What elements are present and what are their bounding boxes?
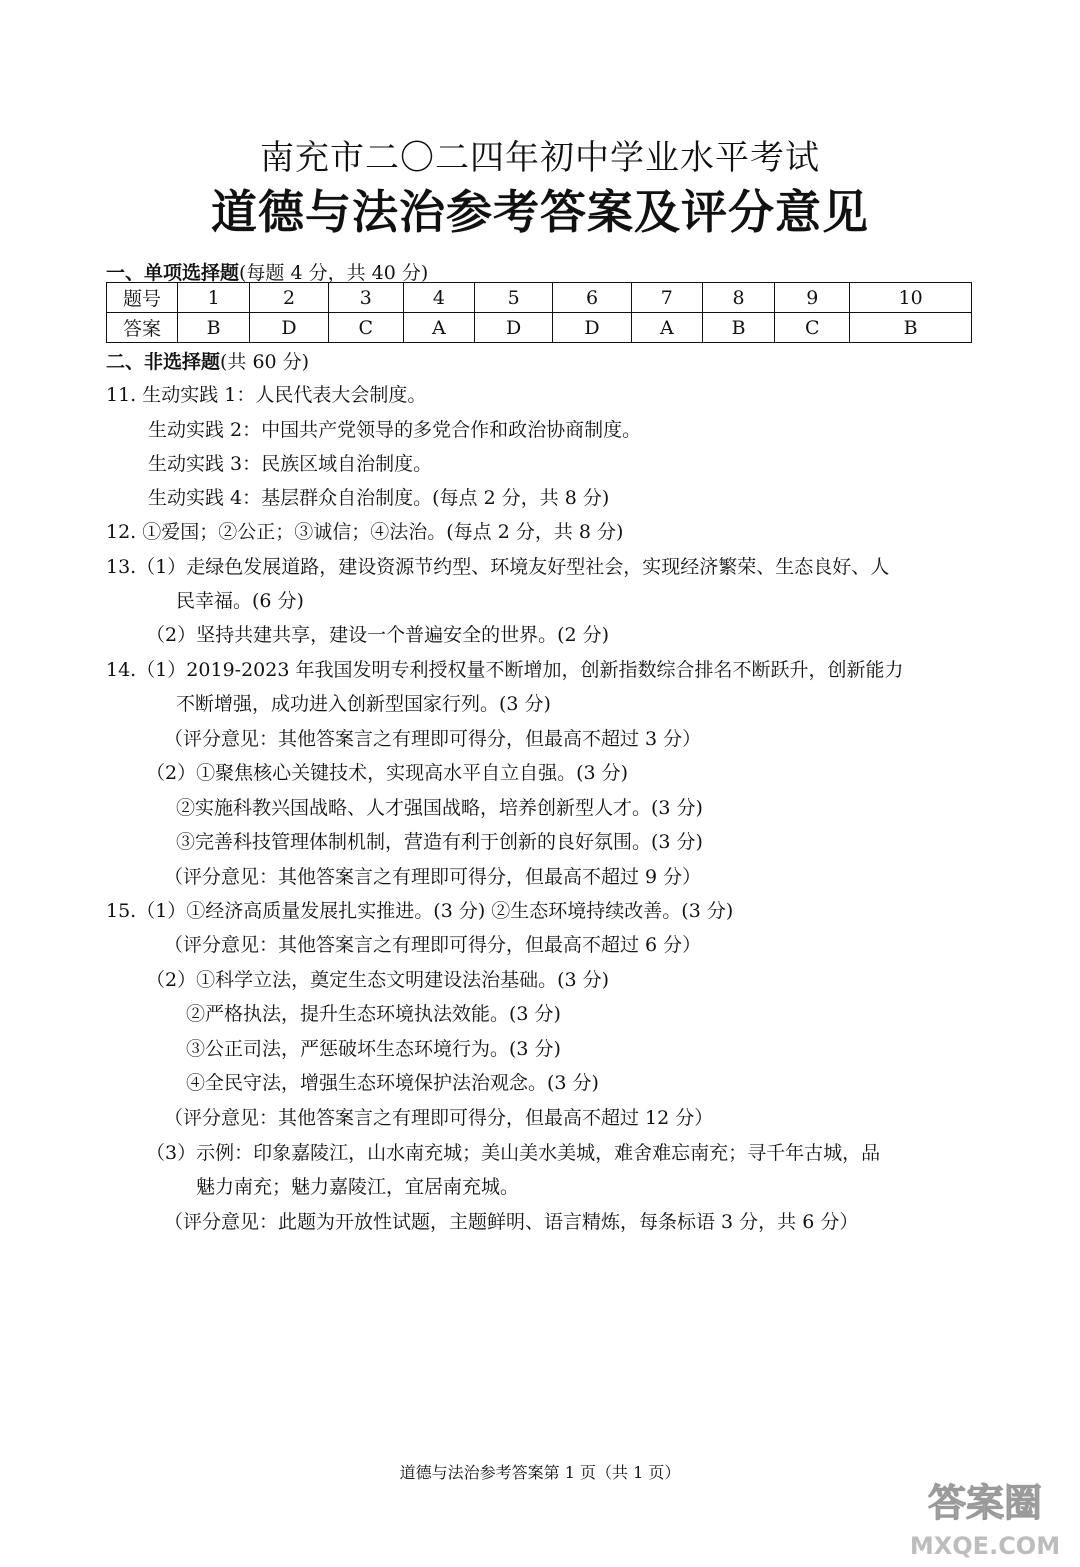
question-number-row (107, 283, 972, 313)
answer-line: 15.（1）①经济高质量发展扎实推进。(3 分) ②生态环境持续改善。(3 分) (106, 900, 734, 922)
answer-cell: A (403, 313, 474, 343)
answer-cell: B (178, 313, 250, 343)
question-number: 2 (250, 283, 328, 313)
answer-line: 民幸福。(6 分) (176, 590, 304, 612)
answer-line: 不断增强，成功进入创新型国家行列。(3 分) (176, 693, 551, 715)
answer-cell: D (553, 313, 631, 343)
watermark-text: 答案圈 (927, 1481, 1043, 1525)
grading-note: （评分意见：其他答案言之有理即可得分，但最高不超过 6 分） (164, 934, 702, 956)
answer-line: ③公正司法，严惩破坏生态环境行为。(3 分) (186, 1038, 561, 1060)
section-2-note: (共 60 分) (220, 351, 310, 373)
section-1-title: 一、单项选择题 (106, 262, 240, 284)
question-number: 7 (631, 283, 702, 313)
answer-cell: D (250, 313, 328, 343)
answer-line: （3）示例：印象嘉陵江，山水南充城；美山美水美城，难舍难忘南充；寻千年古城，品 (146, 1142, 881, 1164)
answer-line: （2）①科学立法，奠定生态文明建设法治基础。(3 分) (146, 969, 610, 991)
exam-title: 南充市二〇二四年初中学业水平考试 (260, 138, 820, 178)
answer-line: ③完善科技管理体制机制，营造有利于创新的良好氛围。(3 分) (176, 831, 703, 853)
section-2-title: 二、非选择题 (106, 351, 221, 373)
question-number: 8 (702, 283, 774, 313)
section-1-heading (106, 258, 428, 285)
row-label-number: 题号 (107, 283, 178, 313)
answer-line: 11. 生动实践 1：人民代表大会制度。 (106, 384, 427, 406)
page-footer: 道德与法治参考答案第 1 页（共 1 页） (399, 1463, 681, 1482)
section-2-heading (106, 347, 309, 374)
answer-cell: B (850, 313, 972, 343)
answer-cell: C (328, 313, 403, 343)
answer-line: ②严格执法，提升生态环境执法效能。(3 分) (186, 1003, 561, 1025)
answer-line: （2）坚持共建共享，建设一个普遍安全的世界。(2 分) (146, 624, 610, 646)
answer-line: 生动实践 4：基层群众自治制度。(每点 2 分，共 8 分) (148, 487, 610, 509)
question-number: 4 (403, 283, 474, 313)
grading-note: （评分意见：其他答案言之有理即可得分，但最高不超过 9 分） (164, 866, 702, 888)
answer-line: 魅力南充；魅力嘉陵江，宜居南充城。 (196, 1176, 520, 1198)
question-number: 6 (553, 283, 631, 313)
answer-line: 12. ①爱国；②公正；③诚信；④法治。(每点 2 分，共 8 分) (106, 521, 624, 543)
answer-cell: C (775, 313, 850, 343)
section-1-note: (每题 4 分，共 40 分) (239, 262, 429, 284)
answer-row (107, 313, 972, 343)
question-number: 10 (850, 283, 972, 313)
question-number: 1 (178, 283, 250, 313)
watermark-url: MXQE.COM (909, 1532, 1061, 1560)
watermark-logo (900, 1468, 1070, 1563)
answer-line: ②实施科教兴国战略、人才强国战略，培养创新型人才。(3 分) (176, 797, 703, 819)
answer-cell: B (702, 313, 774, 343)
grading-note: （评分意见：其他答案言之有理即可得分，但最高不超过 12 分） (164, 1107, 714, 1129)
answer-cell: A (631, 313, 702, 343)
answer-line: 14.（1）2019-2023 年我国发明专利授权量不断增加，创新指数综合排名不断跃升，创新能力 (106, 659, 904, 681)
answer-table (106, 282, 972, 343)
answer-line: （2）①聚焦核心关键技术，实现高水平自立自强。(3 分) (146, 762, 629, 784)
answer-line: 生动实践 3：民族区域自治制度。 (148, 453, 433, 475)
row-label-answer: 答案 (107, 313, 178, 343)
answer-cell: D (474, 313, 552, 343)
grading-note: （评分意见：其他答案言之有理即可得分，但最高不超过 3 分） (164, 728, 702, 750)
answer-line: 13.（1）走绿色发展道路，建设资源节约型、环境友好型社会，实现经济繁荣、生态良好、人 (106, 556, 890, 578)
question-number: 9 (775, 283, 850, 313)
document-title: 道德与法治参考答案及评分意见 (211, 185, 869, 239)
question-number: 3 (328, 283, 403, 313)
question-number: 5 (474, 283, 552, 313)
grading-note: （评分意见：此题为开放性试题，主题鲜明、语言精炼，每条标语 3 分，共 6 分） (164, 1211, 859, 1233)
answer-line: 生动实践 2：中国共产党领导的多党合作和政治协商制度。 (148, 419, 642, 441)
answer-line: ④全民守法，增强生态环境保护法治观念。(3 分) (186, 1072, 599, 1094)
